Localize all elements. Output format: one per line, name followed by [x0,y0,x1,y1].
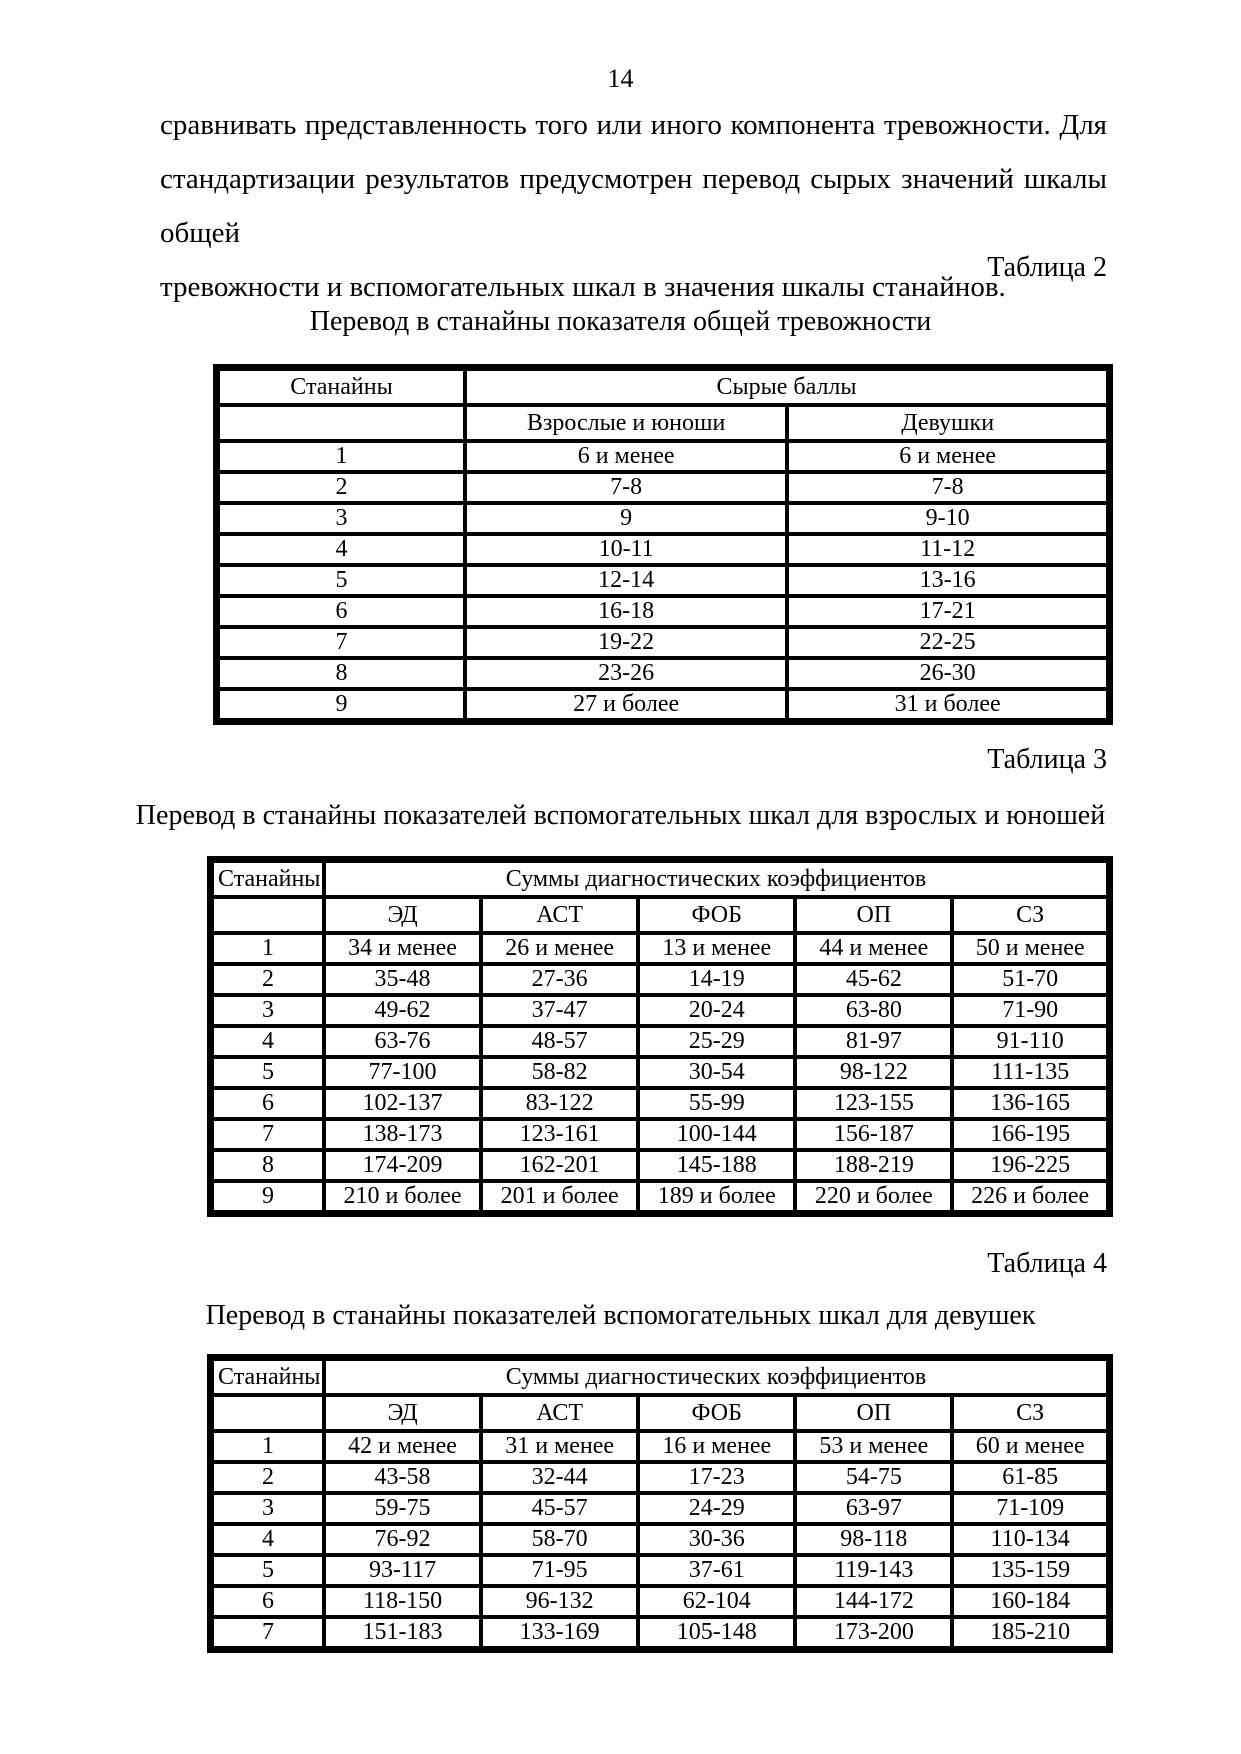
value-cell: 111-135 [952,1057,1109,1088]
subcolumn-header: СЗ [952,1395,1109,1431]
value-cell: 37-47 [481,995,638,1026]
table-row [217,441,1110,472]
table-2-label: Таблица 2 [987,252,1107,283]
table-subheader-row [211,897,1110,933]
value-cell: 96-132 [481,1586,638,1617]
table-auxiliary-scales-adults-young-men [207,856,1113,1217]
group-column-header: Суммы диагностических коэффициентов [324,860,1110,898]
table-row [211,1617,1110,1650]
value-cell: 34 и менее [324,933,481,964]
value-cell: 23-26 [465,658,787,689]
stanine-cell: 2 [211,964,325,995]
value-cell: 60 и менее [952,1431,1109,1462]
value-cell: 55-99 [638,1088,795,1119]
value-cell: 26-30 [787,658,1109,689]
value-cell: 201 и более [481,1181,638,1214]
table-row [217,596,1110,627]
value-cell: 210 и более [324,1181,481,1214]
subcolumn-header: Девушки [787,405,1109,441]
table-row [211,1026,1110,1057]
stanine-cell: 5 [211,1555,325,1586]
stanine-cell: 3 [211,1493,325,1524]
value-cell: 44 и менее [795,933,952,964]
value-cell: 9 [465,503,787,534]
table-row [211,1088,1110,1119]
value-cell: 91-110 [952,1026,1109,1057]
stanine-cell: 4 [211,1026,325,1057]
value-cell: 133-169 [481,1617,638,1650]
value-cell: 30-54 [638,1057,795,1088]
table-row [217,627,1110,658]
value-cell: 13-16 [787,565,1109,596]
value-cell: 71-90 [952,995,1109,1026]
value-cell: 6 и менее [465,441,787,472]
value-cell: 48-57 [481,1026,638,1057]
table-subheader-row [211,1395,1110,1431]
stanine-cell: 1 [211,933,325,964]
subcolumn-header: Взрослые и юноши [465,405,787,441]
stanine-cell: 5 [211,1057,325,1088]
stanine-cell: 6 [211,1586,325,1617]
value-cell: 32-44 [481,1462,638,1493]
value-cell: 11-12 [787,534,1109,565]
value-cell: 123-155 [795,1088,952,1119]
value-cell: 30-36 [638,1524,795,1555]
stanines-column-header: Станайны [217,368,466,406]
table-row [211,1586,1110,1617]
value-cell: 6 и менее [787,441,1109,472]
table-row [211,1555,1110,1586]
stanines-column-header: Станайны [211,1358,325,1396]
value-cell: 27-36 [481,964,638,995]
value-cell: 59-75 [324,1493,481,1524]
value-cell: 50 и менее [952,933,1109,964]
value-cell: 19-22 [465,627,787,658]
stanine-cell: 9 [217,689,466,722]
value-cell: 24-29 [638,1493,795,1524]
table-row [211,933,1110,964]
value-cell: 7-8 [787,472,1109,503]
value-cell: 51-70 [952,964,1109,995]
table-row [217,689,1110,722]
value-cell: 20-24 [638,995,795,1026]
subcolumn-header: АСТ [481,897,638,933]
value-cell: 16-18 [465,596,787,627]
stanine-cell: 5 [217,565,466,596]
value-cell: 156-187 [795,1119,952,1150]
stanine-cell: 8 [211,1150,325,1181]
subcolumn-header: ОП [795,897,952,933]
value-cell: 13 и менее [638,933,795,964]
table-4-title: Перевод в станайны показателей вспомогательных шкал для девушек [205,1300,1036,1331]
value-cell: 26 и менее [481,933,638,964]
body-paragraph [160,98,1107,314]
value-cell: 98-122 [795,1057,952,1088]
table-4-label: Таблица 4 [987,1248,1107,1279]
value-cell: 76-92 [324,1524,481,1555]
value-cell: 31 и менее [481,1431,638,1462]
value-cell: 105-148 [638,1617,795,1650]
empty-header-cell [211,1395,325,1431]
value-cell: 110-134 [952,1524,1109,1555]
value-cell: 37-61 [638,1555,795,1586]
value-cell: 102-137 [324,1088,481,1119]
value-cell: 162-201 [481,1150,638,1181]
table-header-row [211,1358,1110,1396]
stanine-cell: 7 [217,627,466,658]
value-cell: 196-225 [952,1150,1109,1181]
value-cell: 135-159 [952,1555,1109,1586]
value-cell: 100-144 [638,1119,795,1150]
value-cell: 7-8 [465,472,787,503]
value-cell: 12-14 [465,565,787,596]
stanine-cell: 6 [211,1088,325,1119]
value-cell: 71-95 [481,1555,638,1586]
table-auxiliary-scales-girls [207,1354,1113,1653]
table-general-anxiety-stanines [213,364,1113,725]
stanine-cell: 1 [217,441,466,472]
table-row [211,995,1110,1026]
table-row [211,1057,1110,1088]
table-row [211,1181,1110,1214]
group-column-header: Сырые баллы [465,368,1110,406]
value-cell: 83-122 [481,1088,638,1119]
value-cell: 53 и менее [795,1431,952,1462]
stanine-cell: 2 [217,472,466,503]
value-cell: 118-150 [324,1586,481,1617]
empty-header-cell [217,405,466,441]
subcolumn-header: АСТ [481,1395,638,1431]
stanine-cell: 4 [217,534,466,565]
value-cell: 119-143 [795,1555,952,1586]
value-cell: 10-11 [465,534,787,565]
value-cell: 93-117 [324,1555,481,1586]
paragraph-line: стандартизации результатов предусмотрен перевод сырых значений шкалы общей [160,163,1107,249]
stanine-cell: 4 [211,1524,325,1555]
value-cell: 188-219 [795,1150,952,1181]
table-subheader-row [217,405,1110,441]
value-cell: 174-209 [324,1150,481,1181]
subcolumn-header: ОП [795,1395,952,1431]
value-cell: 77-100 [324,1057,481,1088]
value-cell: 136-165 [952,1088,1109,1119]
stanines-column-header: Станайны [211,860,325,898]
value-cell: 160-184 [952,1586,1109,1617]
value-cell: 49-62 [324,995,481,1026]
table-row [211,1431,1110,1462]
subcolumn-header: ФОБ [638,1395,795,1431]
value-cell: 63-76 [324,1026,481,1057]
table-row [211,1524,1110,1555]
subcolumn-header: ФОБ [638,897,795,933]
value-cell: 17-21 [787,596,1109,627]
value-cell: 144-172 [795,1586,952,1617]
table-3-label: Таблица 3 [987,744,1107,775]
empty-header-cell [211,897,325,933]
value-cell: 58-82 [481,1057,638,1088]
value-cell: 45-57 [481,1493,638,1524]
value-cell: 138-173 [324,1119,481,1150]
value-cell: 81-97 [795,1026,952,1057]
table-row [217,534,1110,565]
value-cell: 98-118 [795,1524,952,1555]
table-3-title: Перевод в станайны показателей вспомогательных шкал для взрослых и юношей [135,800,1106,831]
value-cell: 189 и более [638,1181,795,1214]
paragraph-line: тревожности и вспомогательных шкал в значения шкалы станайнов. [160,271,1006,303]
value-cell: 58-70 [481,1524,638,1555]
value-cell: 43-58 [324,1462,481,1493]
value-cell: 54-75 [795,1462,952,1493]
table-row [211,1150,1110,1181]
table-row [217,472,1110,503]
stanine-cell: 7 [211,1617,325,1650]
value-cell: 173-200 [795,1617,952,1650]
subcolumn-header: ЭД [324,1395,481,1431]
stanine-cell: 3 [211,995,325,1026]
page-number: 14 [607,64,634,93]
table-2-title: Перевод в станайны показателя общей тревожности [309,306,932,337]
value-cell: 61-85 [952,1462,1109,1493]
stanine-cell: 6 [217,596,466,627]
stanine-cell: 8 [217,658,466,689]
value-cell: 16 и менее [638,1431,795,1462]
subcolumn-header: ЭД [324,897,481,933]
table-row [217,503,1110,534]
value-cell: 17-23 [638,1462,795,1493]
paragraph-line: сравнивать представленность того или иного компонента тревожности. Для [160,109,1107,141]
table-row [211,1462,1110,1493]
value-cell: 62-104 [638,1586,795,1617]
table-row [217,565,1110,596]
table-header-row [217,368,1110,406]
value-cell: 166-195 [952,1119,1109,1150]
value-cell: 42 и менее [324,1431,481,1462]
stanine-cell: 9 [211,1181,325,1214]
value-cell: 35-48 [324,964,481,995]
value-cell: 63-80 [795,995,952,1026]
table-row [211,1119,1110,1150]
group-column-header: Суммы диагностических коэффициентов [324,1358,1110,1396]
stanine-cell: 3 [217,503,466,534]
value-cell: 145-188 [638,1150,795,1181]
value-cell: 25-29 [638,1026,795,1057]
value-cell: 185-210 [952,1617,1109,1650]
value-cell: 220 и более [795,1181,952,1214]
value-cell: 226 и более [952,1181,1109,1214]
stanine-cell: 2 [211,1462,325,1493]
value-cell: 123-161 [481,1119,638,1150]
value-cell: 151-183 [324,1617,481,1650]
value-cell: 22-25 [787,627,1109,658]
value-cell: 27 и более [465,689,787,722]
value-cell: 45-62 [795,964,952,995]
value-cell: 31 и более [787,689,1109,722]
value-cell: 63-97 [795,1493,952,1524]
subcolumn-header: СЗ [952,897,1109,933]
stanine-cell: 1 [211,1431,325,1462]
value-cell: 71-109 [952,1493,1109,1524]
stanine-cell: 7 [211,1119,325,1150]
value-cell: 9-10 [787,503,1109,534]
table-row [211,964,1110,995]
value-cell: 14-19 [638,964,795,995]
table-row [211,1493,1110,1524]
table-header-row [211,860,1110,898]
table-row [217,658,1110,689]
